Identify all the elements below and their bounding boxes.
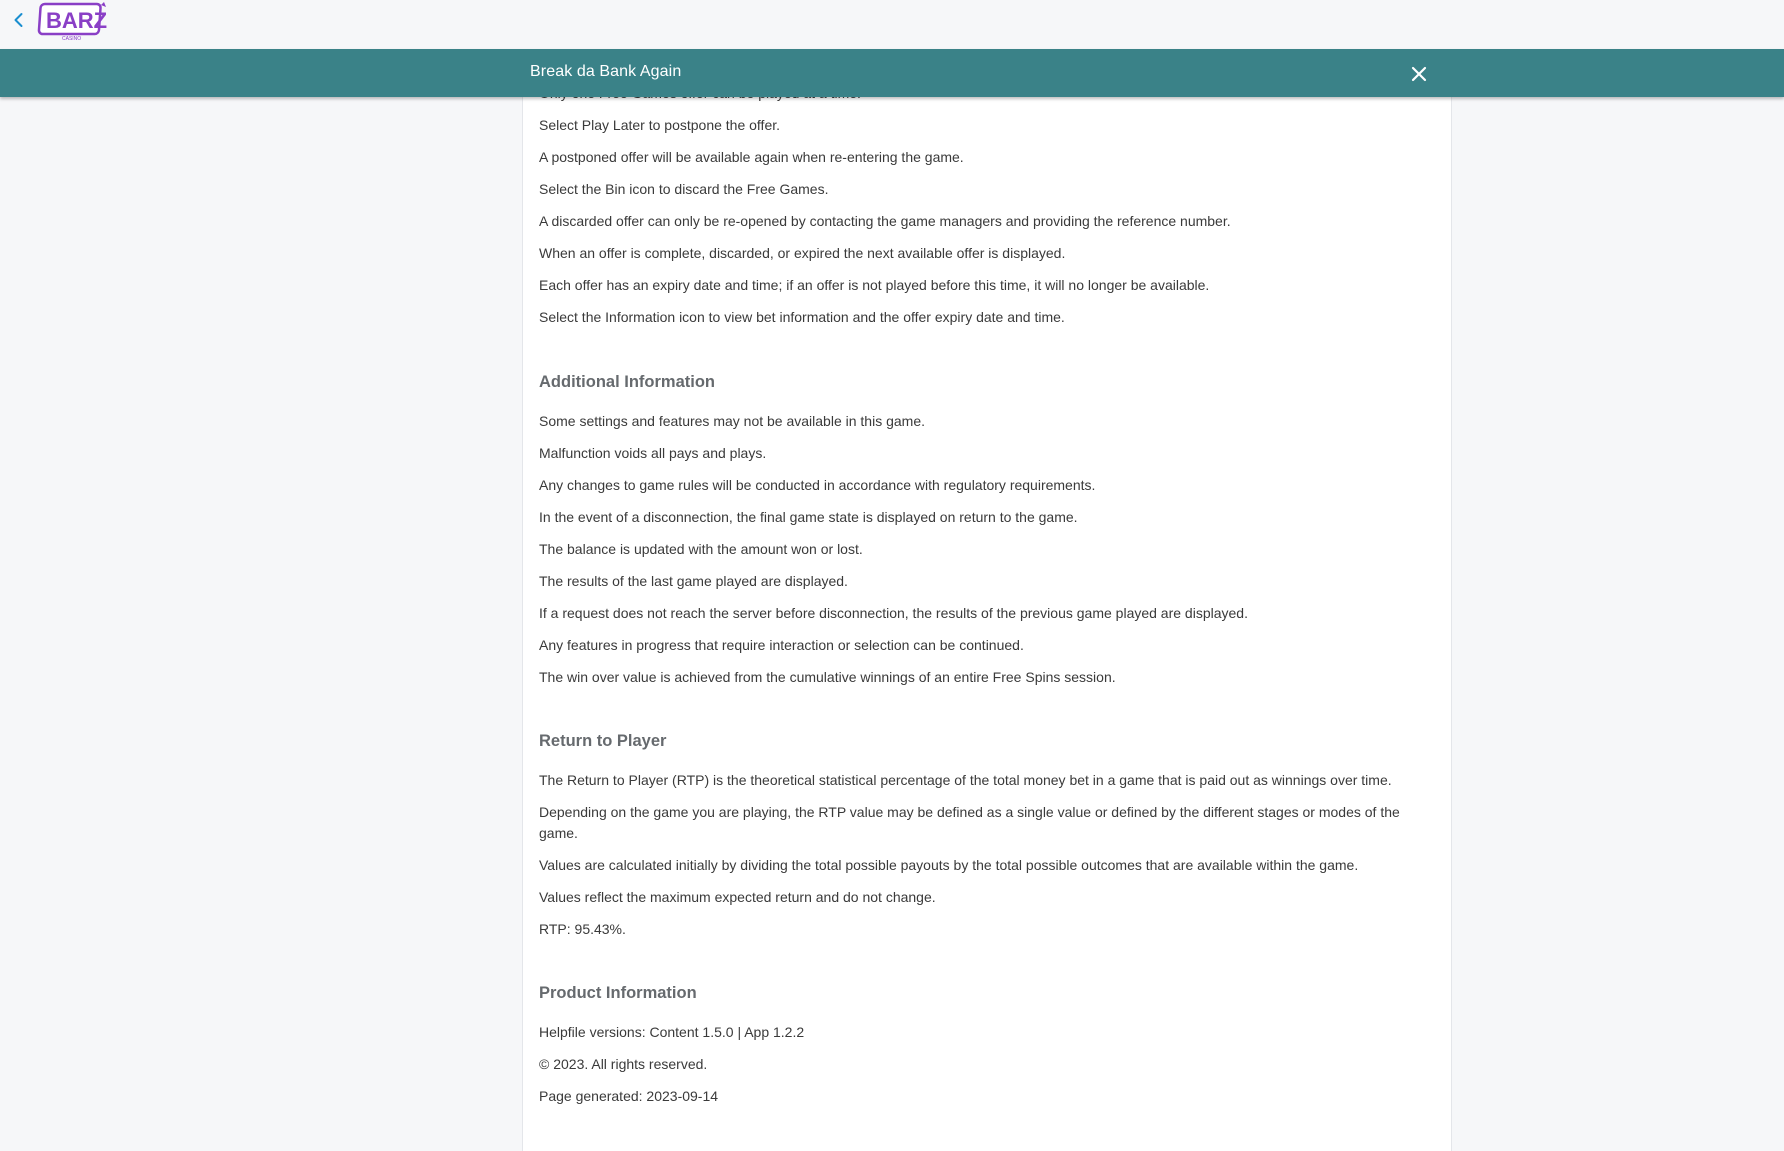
helpfile-versions: Helpfile versions: Content 1.5.0 | App 1.2.2 [539,1024,805,1040]
paragraph: A discarded offer can only be re-opened by contacting the game managers and providing the reference number. [539,213,1231,229]
paragraph: The balance is updated with the amount won or lost. [539,540,863,557]
paragraph: Values reflect the maximum expected return and do not change. [539,888,936,905]
close-icon[interactable] [1408,63,1430,85]
back-arrow-icon[interactable] [10,11,28,29]
help-content [539,83,1439,1107]
free-games-section [539,83,1439,328]
page-generated: Page generated: 2023-09-14 [539,1088,719,1104]
paragraph: Depending on the game you are playing, the RTP value may be defined as a single value or defined by the different stages or modes of the game. [539,804,1400,841]
paragraph: Select the Bin icon to discard the Free Games. [539,181,829,197]
product-information-section [539,984,1439,1107]
paragraph: Values are calculated initially by dividing the total possible payouts by the total possible outcomes that are available within the game. [539,856,1359,873]
modal-title: Break da Bank Again [530,63,682,80]
modal-header [0,49,1784,97]
paragraph: Malfunction voids all pays and plays. [539,444,767,461]
paragraph: In the event of a disconnection, the final game state is displayed on return to the game. [539,508,1078,525]
help-content-panel[interactable] [522,97,1452,1151]
section-heading: Product Information [539,984,697,1002]
additional-information-section [539,373,1439,688]
paragraph: When an offer is complete, discarded, or expired the next available offer is displayed. [539,245,1066,261]
logo-text: BARZ [46,8,108,33]
top-bar [0,0,1784,49]
barz-casino-logo[interactable] [38,1,108,41]
copyright: © 2023. All rights reserved. [539,1056,708,1072]
paragraph: Any features in progress that require interaction or selection can be continued. [539,636,1024,653]
section-heading: Additional Information [539,372,715,391]
section-heading: Return to Player [539,732,667,750]
paragraph: If a request does not reach the server before disconnection, the results of the previous game played are displayed. [539,604,1248,621]
paragraph: Some settings and features may not be available in this game. [539,412,925,429]
paragraph: Any changes to game rules will be conducted in accordance with regulatory requirements. [539,476,1096,493]
paragraph: The win over value is achieved from the cumulative winnings of an entire Free Spins session. [539,668,1116,685]
paragraph: The results of the last game played are displayed. [539,572,848,589]
paragraph: The Return to Player (RTP) is the theoretical statistical percentage of the total money bet in a game that is paid out as winnings over time. [539,772,1392,788]
paragraph: Select the Information icon to view bet information and the offer expiry date and time. [539,309,1065,325]
paragraph: Select Play Later to postpone the offer. [539,117,781,133]
paragraph: Each offer has an expiry date and time; if an offer is not played before this time, it will no longer be available. [539,277,1210,293]
return-to-player-section [539,732,1439,939]
paragraph: A postponed offer will be available again when re-entering the game. [539,149,964,165]
logo-subtext: CASINO [62,36,82,42]
rtp-value: RTP: 95.43%. [539,920,626,937]
